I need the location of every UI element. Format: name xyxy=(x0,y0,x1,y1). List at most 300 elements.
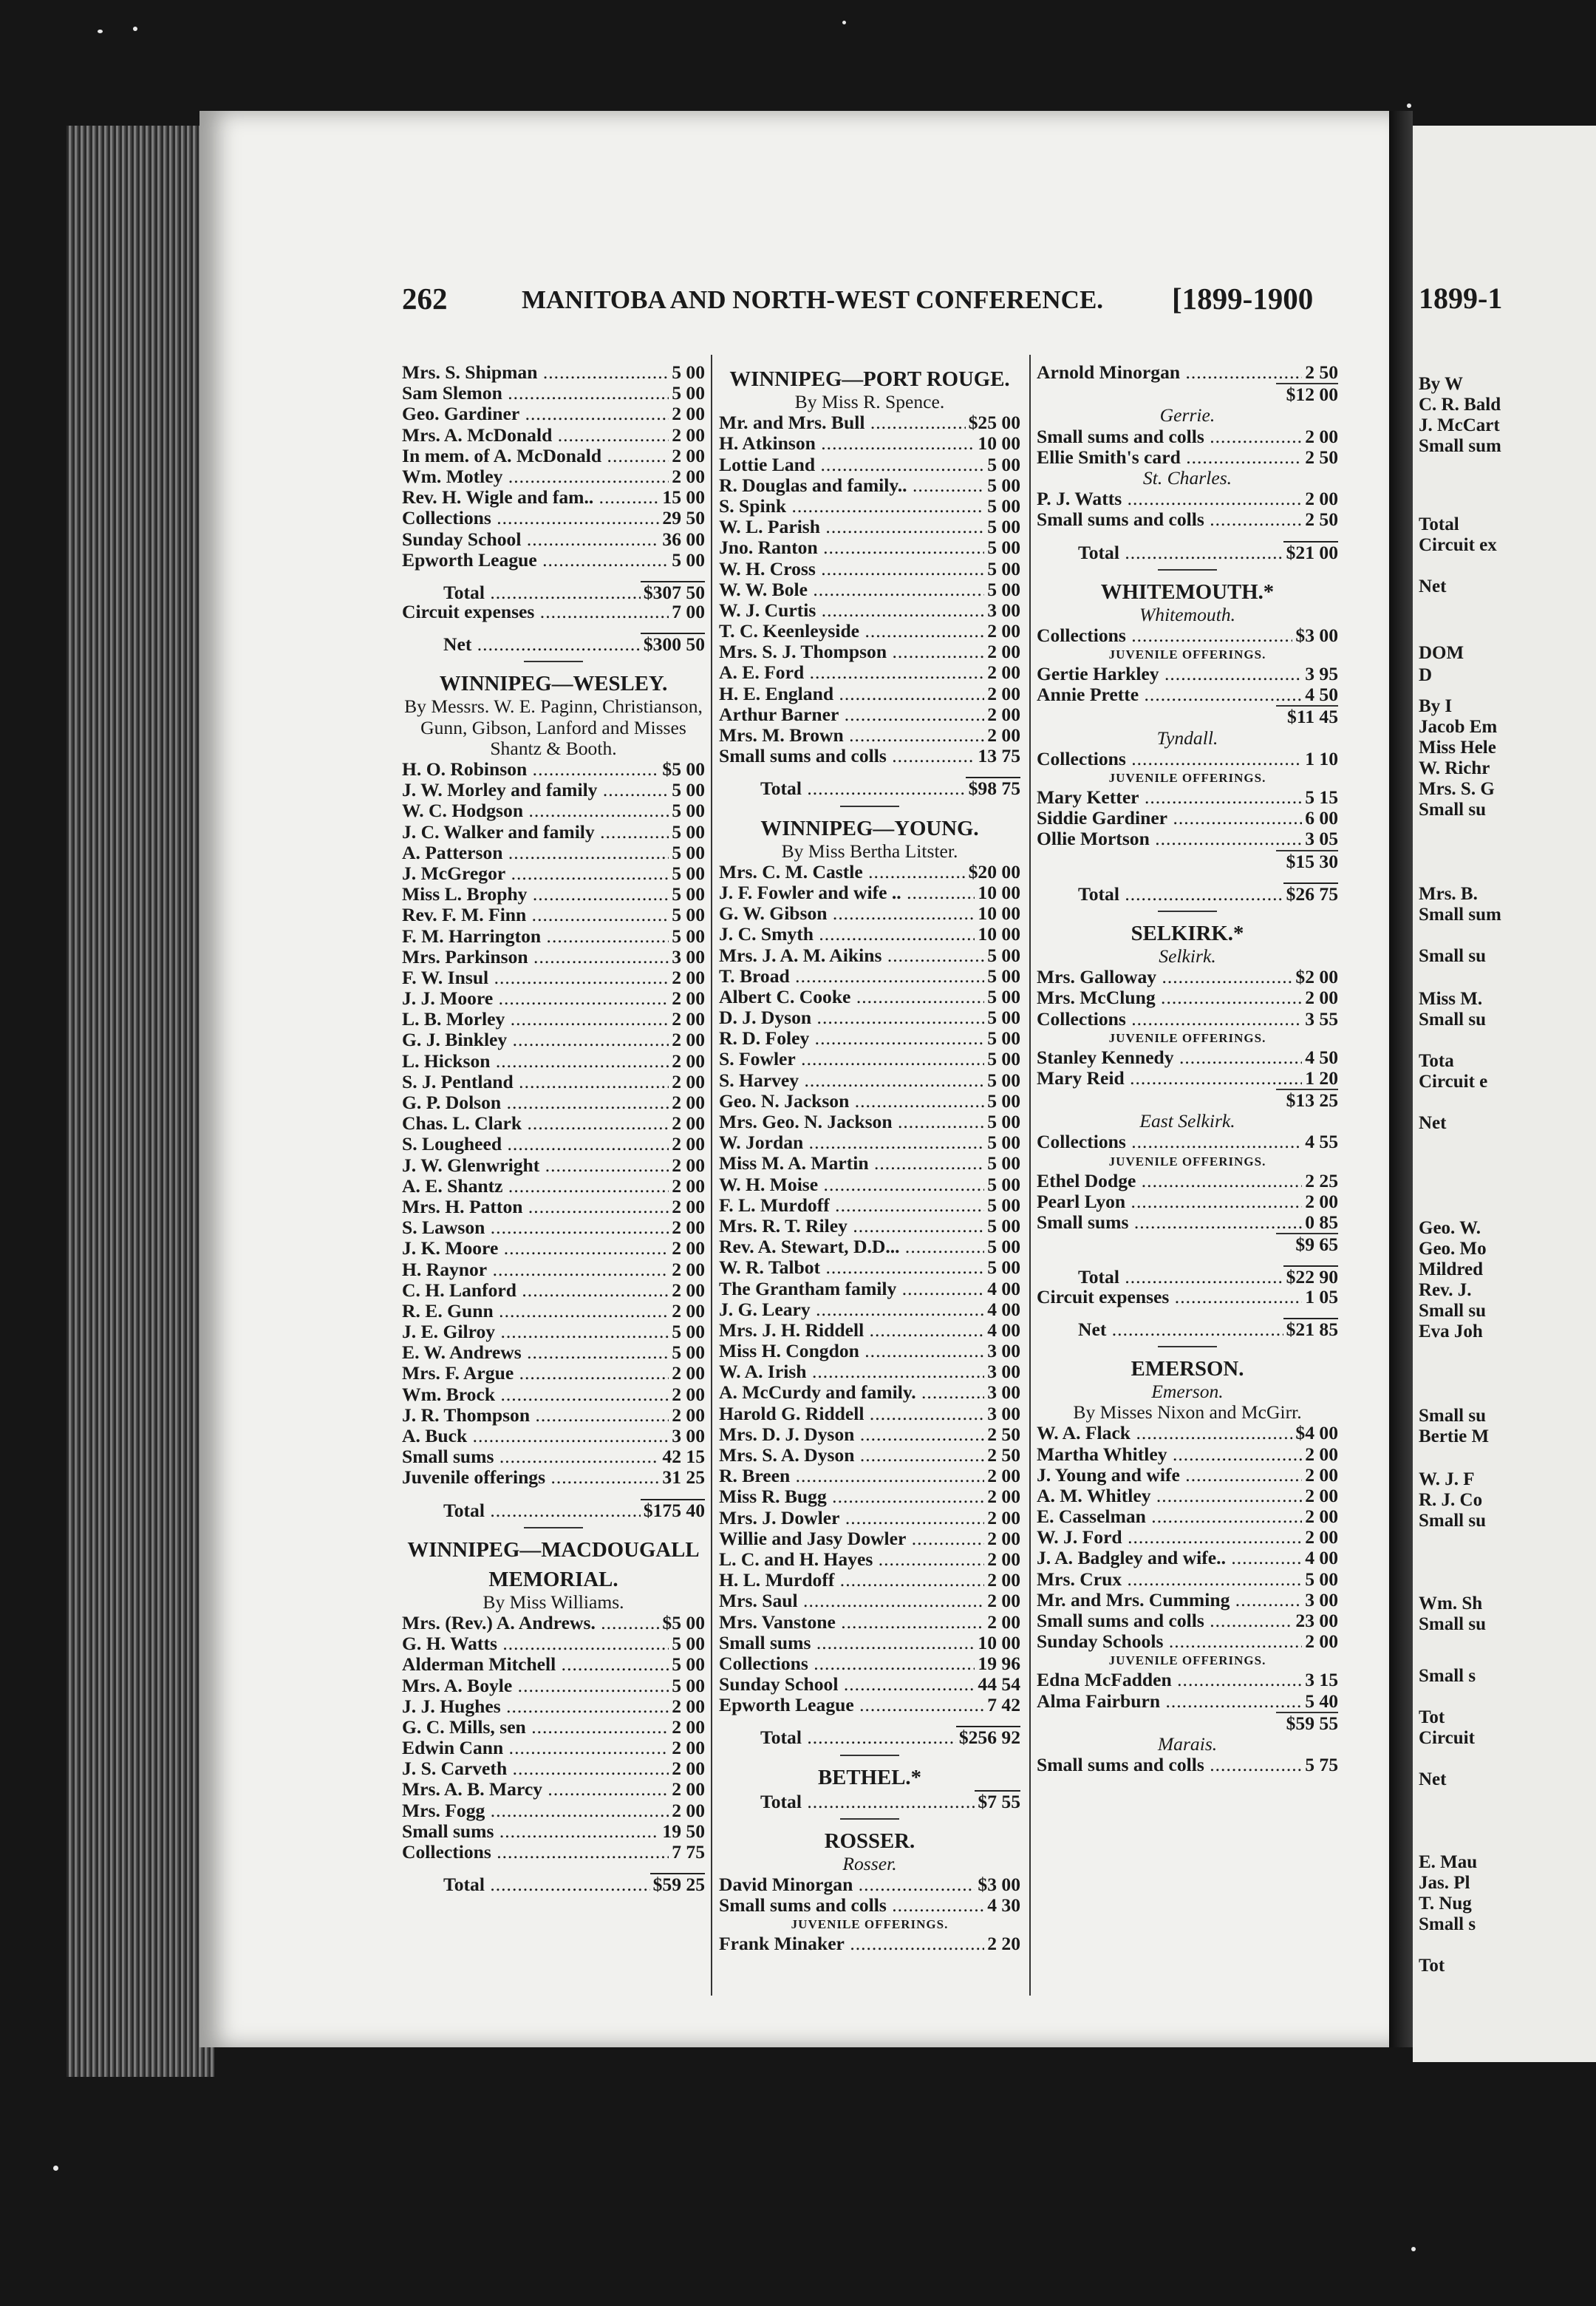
donor-name: Mrs. Galloway ..... xyxy=(1037,967,1292,987)
donor-name: Small sums ..... xyxy=(402,1446,659,1467)
ledger-row xyxy=(1037,1569,1338,1590)
spacer xyxy=(402,622,705,633)
ledger-row xyxy=(402,1696,705,1717)
facing-page-text: Tot xyxy=(1419,1707,1445,1727)
donor-name: A. Buck ..... xyxy=(402,1426,669,1446)
donor-name: Mrs. Saul ..... xyxy=(719,1591,984,1611)
ledger-row xyxy=(402,1842,705,1863)
amount: 5 00 xyxy=(672,779,705,801)
amount: 5 00 xyxy=(987,1152,1020,1174)
amount: 2 00 xyxy=(987,661,1020,684)
donor-name: Geo. Gardiner ..... xyxy=(402,404,669,424)
donor-name: A. E. Ford ..... xyxy=(719,662,984,683)
amount: 2 00 xyxy=(987,1548,1020,1570)
donor-name: Jno. Ranton ..... xyxy=(719,537,984,558)
donor-name: Mrs. D. J. Dyson ..... xyxy=(719,1424,984,1445)
total-row xyxy=(719,1790,1020,1811)
ledger-row xyxy=(1037,684,1338,705)
amount: 2 00 xyxy=(672,1799,705,1821)
donor-name: The Grantham family ..... xyxy=(719,1279,984,1299)
amount: 2 00 xyxy=(987,1527,1020,1549)
donor-name: L. Hickson ..... xyxy=(402,1051,669,1072)
subtotal-amount: $9 65 xyxy=(1295,1234,1338,1256)
ledger-row xyxy=(1037,362,1338,383)
total-row xyxy=(719,777,1020,800)
amount: 5 00 xyxy=(987,1027,1020,1050)
ledger-row xyxy=(1037,664,1338,684)
amount: 5 00 xyxy=(672,800,705,822)
donor-name: Small sums and colls ..... xyxy=(1037,426,1302,447)
amount: 5 00 xyxy=(672,361,705,383)
appointment-name: Tyndall. xyxy=(1156,727,1218,749)
facing-page-text: R. J. Co xyxy=(1419,1490,1483,1510)
ledger-row xyxy=(402,1384,705,1405)
ledger-row xyxy=(402,1654,705,1675)
ledger-row xyxy=(1037,447,1338,468)
amount: 4 00 xyxy=(1305,1547,1338,1569)
spacer xyxy=(719,1715,1020,1726)
amount: 4 50 xyxy=(1305,1046,1338,1068)
donor-name: Collections ..... xyxy=(1037,1009,1302,1030)
ledger-row xyxy=(402,1176,705,1197)
appointment-name: Rosser. xyxy=(842,1852,897,1874)
ledger-row xyxy=(1037,426,1338,447)
ledger-row xyxy=(402,780,705,800)
donor-name: R. Breen ..... xyxy=(719,1466,984,1486)
amount: $2 00 xyxy=(1295,966,1338,988)
subtotal-amount: $15 30 xyxy=(1286,850,1338,872)
facing-page-text: Circuit ex xyxy=(1419,535,1497,555)
amount: 2 00 xyxy=(672,1154,705,1176)
amount: 4 50 xyxy=(1305,684,1338,706)
donor-name: Mrs. McClung ..... xyxy=(1037,987,1302,1008)
donor-name: Mr. and Mrs. Bull ..... xyxy=(719,412,966,433)
donor-name: Mrs. J. A. M. Aikins ..... xyxy=(719,945,984,966)
amount: $7 55 xyxy=(975,1790,1020,1812)
amount: 5 00 xyxy=(672,841,705,863)
amount: 5 00 xyxy=(672,382,705,404)
ledger-row xyxy=(402,1676,705,1696)
ledger-row xyxy=(1037,787,1338,808)
facing-page-text: Tota xyxy=(1419,1051,1454,1071)
column-rule xyxy=(1029,355,1031,1996)
facing-page-text: Small s xyxy=(1419,1666,1476,1686)
ledger-row xyxy=(402,1113,705,1134)
ledger-row xyxy=(719,1341,1020,1361)
amount: 2 00 xyxy=(672,1237,705,1259)
total-label: Total ..... xyxy=(760,1727,956,1748)
section-divider xyxy=(1158,569,1217,571)
facing-page-text: Small sum xyxy=(1419,436,1501,456)
circuit-heading: WINNIPEG—PORT ROUGE. xyxy=(729,367,1010,391)
ledger-row xyxy=(1037,1670,1338,1690)
ledger-row xyxy=(719,1591,1020,1611)
amount: 2 00 xyxy=(987,641,1020,663)
appointment-name: Whitemouth. xyxy=(1139,603,1236,625)
amount: 13 75 xyxy=(978,745,1020,767)
amount: $300 50 xyxy=(641,633,705,655)
amount: 4 00 xyxy=(987,1298,1020,1320)
total-label: Total ..... xyxy=(1078,543,1283,563)
facing-page-text: Small su xyxy=(1419,1406,1487,1426)
ledger-row xyxy=(402,1134,705,1154)
amount: 36 00 xyxy=(662,528,705,550)
donor-name: Rev. F. M. Finn ..... xyxy=(402,905,669,925)
total-row xyxy=(1037,1318,1338,1339)
subtotal-amount: $12 00 xyxy=(1286,384,1338,406)
ledger-row xyxy=(719,1508,1020,1528)
facing-page-text: Mrs. S. G xyxy=(1419,779,1495,799)
donor-name: L. C. and H. Hayes ..... xyxy=(719,1549,984,1570)
ledger-row xyxy=(402,863,705,884)
column-2 xyxy=(719,362,1020,1955)
total-row xyxy=(402,1873,705,1894)
amount: 2 00 xyxy=(672,403,705,425)
amount: 3 00 xyxy=(987,1402,1020,1424)
donor-name: J. K. Moore ..... xyxy=(402,1238,669,1259)
amount: 10 00 xyxy=(978,1631,1020,1653)
total-label: Total ..... xyxy=(760,1792,975,1812)
facing-page-text: Circuit xyxy=(1419,1728,1475,1748)
book-gutter xyxy=(1389,111,1413,2047)
amount: 5 00 xyxy=(672,883,705,905)
donor-name: Mrs. Geo. N. Jackson ..... xyxy=(719,1112,984,1132)
donor-name: J. W. Glenwright ..... xyxy=(402,1155,669,1176)
ledger-row xyxy=(402,947,705,967)
ledger-row xyxy=(402,800,705,821)
ledger-row xyxy=(719,684,1020,704)
donor-name: T. C. Keenleyside ..... xyxy=(719,621,984,642)
donor-name: J. W. Morley and family ..... xyxy=(402,780,669,800)
ledger-row xyxy=(402,508,705,528)
total-row xyxy=(402,581,705,602)
dust-speck xyxy=(1411,2247,1416,2251)
amount: 2 00 xyxy=(672,1029,705,1051)
ledger-row xyxy=(402,1633,705,1654)
juvenile-offerings-label: JUVENILE OFFERINGS. xyxy=(1108,1154,1266,1169)
amount: 2 00 xyxy=(1305,1630,1338,1653)
ledger-row xyxy=(402,1426,705,1446)
ledger-row xyxy=(719,621,1020,642)
donor-name: Chas. L. Clark ..... xyxy=(402,1113,669,1134)
ledger-row xyxy=(402,1613,705,1633)
ledger-row xyxy=(402,362,705,383)
donor-name: Siddie Gardiner ..... xyxy=(1037,808,1302,829)
amount: 2 00 xyxy=(672,1737,705,1759)
amount: $4 00 xyxy=(1295,1422,1338,1444)
amount: 5 00 xyxy=(672,820,705,843)
donor-name: Mr. and Mrs. Cumming ..... xyxy=(1037,1590,1302,1611)
ledger-row xyxy=(1037,625,1338,646)
donor-name: J. A. Badgley and wife.. ..... xyxy=(1037,1548,1302,1568)
donor-name: Collections ..... xyxy=(719,1653,975,1674)
amount: $3 00 xyxy=(978,1874,1020,1895)
amount: 2 50 xyxy=(987,1423,1020,1445)
donor-name: Mrs. A. B. Marcy ..... xyxy=(402,1779,669,1800)
ledger-row xyxy=(402,1363,705,1384)
circuit-heading: EMERSON. xyxy=(1130,1356,1244,1381)
amount: $20 00 xyxy=(968,860,1020,882)
facing-page-text: T. Nug xyxy=(1419,1894,1472,1914)
donor-name: J. J. Hughes ..... xyxy=(402,1696,669,1717)
amount: 10 00 xyxy=(978,432,1020,455)
amount: 10 00 xyxy=(978,923,1020,945)
ledger-row xyxy=(719,1049,1020,1069)
donor-name: W. H. Cross ..... xyxy=(719,559,984,579)
donor-name: S. Lougheed ..... xyxy=(402,1134,669,1154)
donor-name: Small sums and colls ..... xyxy=(1037,1611,1292,1631)
spacer xyxy=(1037,872,1338,882)
amount: 2 00 xyxy=(1305,987,1338,1009)
donor-name: G. H. Watts ..... xyxy=(402,1633,669,1654)
facing-page-text: C. R. Bald xyxy=(1419,395,1501,415)
section-divider xyxy=(524,1527,583,1528)
donor-name: E. W. Andrews ..... xyxy=(402,1342,669,1363)
amount: 15 00 xyxy=(662,486,705,509)
ledger-row xyxy=(719,746,1020,766)
amount: $21 85 xyxy=(1283,1318,1338,1340)
facing-page-text: Small su xyxy=(1419,1511,1487,1531)
ledger-row xyxy=(1037,1486,1338,1506)
amount: 2 50 xyxy=(1305,509,1338,531)
collectors-line: By Messrs. W. E. Paginn, Christianson, Gunn, Gibson, Lanford and Misses Shantz & Booth. xyxy=(404,695,703,759)
amount: 5 00 xyxy=(987,1194,1020,1216)
amount: 19 96 xyxy=(978,1652,1020,1674)
donor-name: G. J. Binkley ..... xyxy=(402,1030,669,1050)
donor-name: Sam Slemon ..... xyxy=(402,383,669,404)
amount: 1 10 xyxy=(1305,747,1338,769)
amount: 2 00 xyxy=(987,1569,1020,1591)
ledger-row xyxy=(402,1217,705,1238)
amount: 2 00 xyxy=(1305,1463,1338,1486)
juvenile-offerings-label: JUVENILE OFFERINGS. xyxy=(1108,1030,1266,1045)
ledger-row xyxy=(402,383,705,404)
ledger-row xyxy=(1037,1691,1338,1712)
amount: 3 95 xyxy=(1305,663,1338,685)
donor-name: Mrs. R. T. Riley ..... xyxy=(719,1216,984,1237)
ledger-row xyxy=(402,487,705,508)
page-number: 262 xyxy=(402,282,448,316)
appointment-name: Selkirk. xyxy=(1159,945,1216,967)
donor-name: Mrs. S. J. Thompson ..... xyxy=(719,642,984,662)
amount: 5 00 xyxy=(672,1321,705,1343)
ledger-row xyxy=(1037,1631,1338,1652)
ledger-row xyxy=(402,550,705,571)
amount: 2 00 xyxy=(672,1758,705,1780)
facing-page-text: J. McCart xyxy=(1419,415,1500,435)
donor-name: F. W. Insul ..... xyxy=(402,967,669,988)
column-3 xyxy=(1037,362,1338,1775)
facing-page-text: Small su xyxy=(1419,1010,1487,1030)
ledger-row xyxy=(1037,967,1338,987)
facing-page-text: Total xyxy=(1419,514,1459,534)
donor-name: Collections ..... xyxy=(1037,1132,1302,1152)
dust-speck xyxy=(1407,103,1411,108)
donor-name: Mary Ketter ..... xyxy=(1037,787,1302,808)
donor-name: J. Young and wife ..... xyxy=(1037,1465,1302,1486)
donor-name: S. Fowler ..... xyxy=(719,1049,984,1069)
circuit-heading: ROSSER. xyxy=(824,1829,915,1853)
donor-name: W. W. Bole ..... xyxy=(719,579,984,600)
amount: 2 00 xyxy=(672,1133,705,1155)
ledger-row xyxy=(719,1653,1020,1674)
ledger-row xyxy=(402,602,705,622)
donor-name: F. L. Murdoff ..... xyxy=(719,1195,984,1216)
amount: 3 00 xyxy=(987,599,1020,621)
amount: 5 00 xyxy=(672,1633,705,1655)
amount: $5 00 xyxy=(662,758,705,780)
dust-speck xyxy=(53,2166,58,2171)
donor-name: David Minorgan ..... xyxy=(719,1874,975,1895)
ledger-row xyxy=(719,966,1020,987)
ledger-row xyxy=(402,759,705,780)
ledger-row xyxy=(719,704,1020,725)
ledger-row xyxy=(719,945,1020,966)
amount: 1 05 xyxy=(1305,1285,1338,1307)
amount: 5 00 xyxy=(987,1214,1020,1237)
amount: 5 00 xyxy=(987,537,1020,559)
donor-name: R. E. Gunn ..... xyxy=(402,1301,669,1322)
facing-page-text: Small sum xyxy=(1419,905,1501,925)
amount: 3 15 xyxy=(1305,1669,1338,1691)
donor-name: Ollie Mortson ..... xyxy=(1037,829,1302,849)
ledger-row xyxy=(719,1895,1020,1916)
dust-speck xyxy=(842,21,846,24)
donor-name: Juvenile offerings ..... xyxy=(402,1467,659,1488)
amount: $59 25 xyxy=(650,1873,705,1895)
donor-name: Gertie Harkley ..... xyxy=(1037,664,1302,684)
subtotal-row xyxy=(1037,1234,1338,1255)
ledger-row xyxy=(1037,1444,1338,1465)
ledger-row xyxy=(719,1445,1020,1466)
donor-name: Edwin Cann ..... xyxy=(402,1738,669,1758)
amount: 2 00 xyxy=(672,1070,705,1092)
facing-page-text: By W xyxy=(1419,374,1463,394)
amount: 4 55 xyxy=(1305,1131,1338,1153)
amount: 2 00 xyxy=(987,682,1020,704)
subtotal-row xyxy=(1037,1713,1338,1734)
donor-name: Ellie Smith's card ..... xyxy=(1037,447,1302,468)
ledger-row xyxy=(402,466,705,487)
ledger-row xyxy=(402,1738,705,1758)
amount: 1 20 xyxy=(1305,1067,1338,1089)
total-label: Total ..... xyxy=(443,1874,650,1895)
amount: 2 00 xyxy=(672,1112,705,1135)
total-label: Total ..... xyxy=(1078,1267,1283,1288)
amount: 3 00 xyxy=(987,1381,1020,1404)
donor-name: J. S. Carveth ..... xyxy=(402,1758,669,1779)
ledger-row xyxy=(402,1092,705,1113)
facing-page-text: Small su xyxy=(1419,1614,1487,1634)
facing-page-text: Tot xyxy=(1419,1956,1445,1976)
appointment-name: Marais. xyxy=(1157,1732,1218,1755)
ledger-row xyxy=(719,642,1020,662)
donor-name: Willie and Jasy Dowler ..... xyxy=(719,1528,984,1549)
subtotal-amount: $59 55 xyxy=(1286,1712,1338,1734)
amount: 2 00 xyxy=(1305,1190,1338,1212)
amount: $22 90 xyxy=(1283,1265,1338,1288)
ledger-row xyxy=(402,1259,705,1280)
ledger-row xyxy=(719,1091,1020,1112)
donor-name: Wm. Motley ..... xyxy=(402,466,669,487)
donor-name: Sunday School ..... xyxy=(719,1674,975,1695)
amount: 5 00 xyxy=(987,453,1020,475)
collectors-line: By Miss R. Spence. xyxy=(794,391,945,412)
amount: 2 00 xyxy=(987,1611,1020,1633)
facing-page-text: Small su xyxy=(1419,1301,1487,1321)
amount: 0 85 xyxy=(1305,1211,1338,1233)
donor-name: Miss L. Brophy ..... xyxy=(402,884,669,905)
amount: 31 25 xyxy=(662,1466,705,1489)
ledger-row xyxy=(402,425,705,446)
facing-page-text: Rev. J. xyxy=(1419,1280,1472,1300)
collectors-line: By Miss Bertha Litster. xyxy=(781,840,958,862)
juvenile-offerings-label: JUVENILE OFFERINGS. xyxy=(791,1917,949,1932)
dust-speck xyxy=(98,30,103,33)
ledger-row xyxy=(719,1633,1020,1653)
ledger-row xyxy=(1037,1611,1338,1631)
facing-page-text: Net xyxy=(1419,1769,1447,1789)
amount: 2 00 xyxy=(987,1486,1020,1508)
amount: 2 00 xyxy=(672,1299,705,1322)
appointment-name: St. Charles. xyxy=(1142,466,1232,489)
facing-page-text: Miss M. xyxy=(1419,989,1483,1009)
circuit-heading: BETHEL.* xyxy=(817,1765,922,1789)
amount: 5 00 xyxy=(987,965,1020,987)
column-1 xyxy=(402,362,705,1894)
amount: 2 00 xyxy=(1305,1484,1338,1506)
donor-name: Annie Prette ..... xyxy=(1037,684,1302,705)
section-divider xyxy=(1158,1346,1217,1347)
donor-name: S. Spink ..... xyxy=(719,496,984,517)
donor-name: J. F. Fowler and wife .. ..... xyxy=(719,882,975,903)
ledger-row xyxy=(719,1112,1020,1132)
donor-name: Small sums and colls ..... xyxy=(1037,509,1302,530)
amount: 2 00 xyxy=(672,465,705,487)
ledger-row xyxy=(719,662,1020,683)
donor-name: J. J. Moore ..... xyxy=(402,988,669,1009)
donor-name: Mrs. S. Shipman ..... xyxy=(402,362,669,383)
total-row xyxy=(402,1499,705,1520)
facing-page-text: By I xyxy=(1419,696,1453,716)
ledger-row xyxy=(719,1132,1020,1153)
ledger-row xyxy=(1037,509,1338,530)
circuit-heading: SELKIRK.* xyxy=(1130,921,1244,945)
amount: 2 00 xyxy=(672,1362,705,1384)
facing-page-text: W. Richr xyxy=(1419,758,1490,778)
amount: 3 00 xyxy=(672,1425,705,1447)
ledger-row xyxy=(719,862,1020,882)
ledger-row xyxy=(402,1779,705,1800)
total-label: Total ..... xyxy=(1078,884,1283,905)
facing-page-text: Circuit e xyxy=(1419,1072,1488,1092)
ledger-row xyxy=(719,1070,1020,1091)
ledger-row xyxy=(1037,1590,1338,1611)
facing-page-text: Net xyxy=(1419,576,1447,596)
facing-page-text: Miss Hele xyxy=(1419,738,1496,758)
amount: 5 00 xyxy=(987,944,1020,966)
amount: 5 00 xyxy=(987,1069,1020,1091)
total-row xyxy=(402,633,705,656)
ledger-row xyxy=(719,987,1020,1007)
donor-name: J. G. Leary ..... xyxy=(719,1299,984,1320)
donor-name: Sunday School ..... xyxy=(402,529,659,550)
amount: 5 00 xyxy=(672,1341,705,1364)
donor-name: Mrs. H. Patton ..... xyxy=(402,1197,669,1217)
ledger-row xyxy=(719,1424,1020,1445)
donor-name: Mrs. Crux ..... xyxy=(1037,1569,1302,1590)
amount: 2 00 xyxy=(987,1590,1020,1612)
